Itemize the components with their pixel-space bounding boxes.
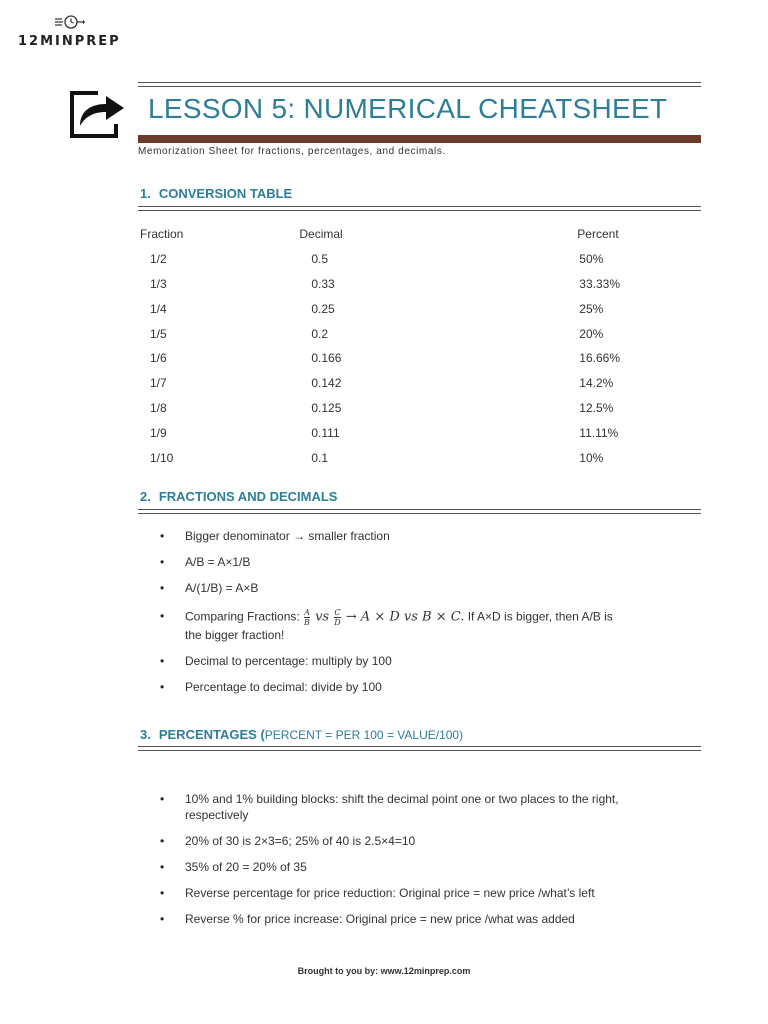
- section-3-rule-2: [138, 750, 701, 751]
- vs-text: vs: [310, 609, 334, 625]
- fractions-list: [160, 528, 630, 695]
- table-row: [140, 420, 620, 445]
- brand-logo: [18, 14, 121, 49]
- clock-logo-icon: [55, 14, 85, 30]
- fraction-denominator: B: [304, 618, 310, 627]
- list-item: • Decimal to percentage: multiply by 100: [160, 653, 630, 669]
- section-2-rule-2: [138, 513, 701, 514]
- fraction-cell: 1/8: [150, 400, 167, 415]
- fraction-numerator: A: [304, 608, 310, 617]
- fraction-cell: 1/9: [150, 425, 167, 440]
- list-item: • A/B = A×1/B: [160, 554, 630, 570]
- fraction-cell: 1/5: [150, 326, 167, 341]
- table-row: [140, 247, 620, 272]
- section-2-title: FRACTIONS AND DECIMALS: [158, 489, 338, 504]
- fraction-cell: 1/10: [150, 450, 174, 465]
- fraction-cell: 1/6: [150, 351, 167, 366]
- fraction-cell: 1/2: [150, 252, 167, 267]
- fraction-a-over-b: [304, 608, 310, 627]
- table-row: [140, 296, 620, 321]
- fraction-cell: 1/4: [150, 301, 167, 316]
- section-2-number: 2.: [140, 489, 151, 504]
- percent-cell: 10%: [579, 450, 604, 465]
- column-header-percent: Percent: [577, 227, 619, 242]
- table-header-row: [140, 222, 620, 247]
- section-1-rule: [138, 206, 701, 207]
- brand-name: 12MINPREP: [18, 34, 121, 49]
- fraction-numerator: C: [334, 608, 341, 617]
- table-row: [140, 371, 620, 396]
- title-bottom-rule: [138, 135, 701, 143]
- comparing-lead: Comparing Fractions:: [185, 609, 304, 624]
- percent-cell: 33.33%: [579, 276, 620, 291]
- list-item-comparing-fractions: [160, 608, 630, 643]
- list-item: • Percentage to decimal: divide by 100: [160, 679, 630, 695]
- decimal-cell: 0.142: [311, 376, 342, 391]
- section-3-title: PERCENTAGES (: [158, 727, 265, 742]
- percent-cell: 12.5%: [579, 400, 614, 415]
- fraction-cell: 1/7: [150, 376, 167, 391]
- list-item: • Reverse percentage for price reduction: Original price = new price /what’s left: [160, 885, 630, 901]
- fraction-denominator: D: [334, 618, 341, 627]
- percent-cell: 25%: [579, 301, 604, 316]
- decimal-cell: 0.111: [311, 425, 340, 440]
- list-item: • 35% of 20 = 20% of 35: [160, 859, 630, 875]
- fraction-c-over-d: [334, 608, 340, 627]
- section-3-definition: PERCENT = PER 100 = VALUE/100): [264, 728, 464, 742]
- section-2-heading: [140, 489, 337, 504]
- table-row: [140, 321, 620, 346]
- list-item: • Reverse % for price increase: Original price = new price /what was added: [160, 911, 630, 927]
- section-1-number: 1.: [140, 186, 151, 201]
- percent-cell: 50%: [579, 252, 604, 267]
- lesson-title: LESSON 5: NUMERICAL CHEATSHEET: [148, 93, 668, 124]
- decimal-cell: 0.2: [311, 326, 329, 341]
- section-3-rule: [138, 746, 701, 747]
- comparison-expression: → A × D vs B × C.: [341, 609, 465, 625]
- section-2-rule: [138, 509, 701, 510]
- table-row: [140, 346, 620, 371]
- section-1-rule-2: [138, 210, 701, 211]
- section-3-number: 3.: [140, 727, 151, 742]
- table-row: [140, 396, 620, 421]
- list-item: • Bigger denominator → smaller fraction: [160, 528, 630, 544]
- decimal-cell: 0.5: [311, 252, 329, 267]
- fraction-cell: 1/3: [150, 276, 167, 291]
- decimal-cell: 0.1: [311, 450, 329, 465]
- title-top-rule-2: [138, 86, 701, 87]
- decimal-cell: 0.166: [311, 351, 342, 366]
- section-1-heading: [140, 186, 292, 201]
- share-icon[interactable]: [68, 86, 126, 140]
- column-header-decimal: Decimal: [299, 227, 343, 242]
- footer-credit: Brought to you by: www.12minprep.com: [297, 966, 471, 976]
- comparing-conclusion: If A×D is bigger, then A/B is the bigger fraction!: [185, 609, 613, 642]
- decimal-cell: 0.25: [311, 301, 335, 316]
- section-3-heading: [140, 727, 463, 742]
- section-1-title: CONVERSION TABLE: [158, 186, 293, 201]
- decimal-cell: 0.33: [311, 276, 335, 291]
- lesson-subtitle: Memorization Sheet for fractions, percentages, and decimals.: [138, 146, 446, 157]
- table-row: [140, 272, 620, 297]
- percent-cell: 14.2%: [579, 376, 614, 391]
- title-top-rule: [138, 82, 701, 83]
- table-row: [140, 445, 620, 470]
- conversion-table: [140, 222, 620, 470]
- list-item: • 10% and 1% building blocks: shift the decimal point one or two places to the right, respectively: [160, 791, 630, 823]
- list-item: • A/(1/B) = A×B: [160, 580, 630, 596]
- percent-cell: 20%: [579, 326, 604, 341]
- percent-cell: 16.66%: [579, 351, 620, 366]
- column-header-fraction: Fraction: [140, 227, 184, 242]
- percentages-list: [160, 791, 630, 927]
- decimal-cell: 0.125: [311, 400, 342, 415]
- list-item: • 20% of 30 is 2×3=6; 25% of 40 is 2.5×4=10: [160, 833, 630, 849]
- percent-cell: 11.11%: [579, 425, 619, 440]
